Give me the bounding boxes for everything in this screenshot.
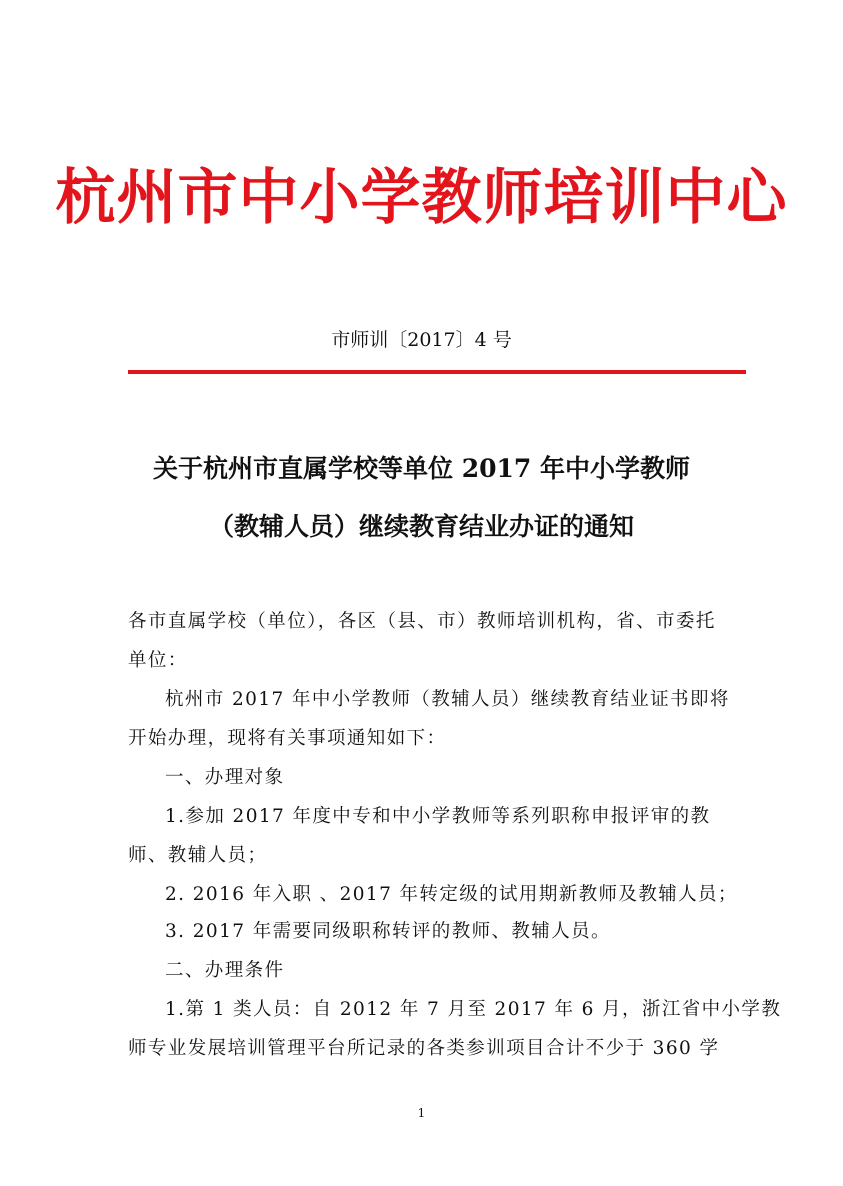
document-title-line-2: （教辅人员）继续教育结业办证的通知 bbox=[208, 512, 634, 541]
body-line: 2. 2016 年入职 、2017 年转定级的试用期新教师及教辅人员； bbox=[165, 884, 738, 905]
body-line: 师、教辅人员； bbox=[128, 845, 268, 866]
document-number: 市师训〔2017〕4 号 bbox=[331, 329, 512, 351]
body-line: 各市直属学校（单位），各区（县、市）教师培训机构，省、市委托 bbox=[128, 611, 716, 632]
red-separator-rule bbox=[128, 370, 746, 374]
body-line: 3. 2017 年需要同级职称转评的教师、教辅人员。 bbox=[165, 921, 611, 942]
body-line: 单位： bbox=[128, 650, 188, 671]
document-title-line-1: 关于杭州市直属学校等单位 2017 年中小学教师 bbox=[153, 454, 690, 483]
body-line: 杭州市 2017 年中小学教师（教辅人员）继续教育结业证书即将 bbox=[165, 689, 730, 710]
body-line: 1.第 1 类人员：自 2012 年 7 月至 2017 年 6 月，浙江省中小学教 bbox=[165, 999, 782, 1020]
body-line: 师专业发展培训管理平台所记录的各类参训项目合计不少于 360 学 bbox=[128, 1038, 720, 1059]
section-heading-1: 一、办理对象 bbox=[165, 767, 285, 788]
section-heading-2: 二、办理条件 bbox=[165, 960, 285, 981]
body-line: 开始办理，现将有关事项通知如下： bbox=[128, 728, 447, 749]
org-header: 杭州市中小学教师培训中心 bbox=[55, 163, 788, 233]
page-number: 1 bbox=[417, 1106, 426, 1120]
body-line: 1.参加 2017 年度中专和中小学教师等系列职称申报评审的教 bbox=[165, 806, 711, 827]
